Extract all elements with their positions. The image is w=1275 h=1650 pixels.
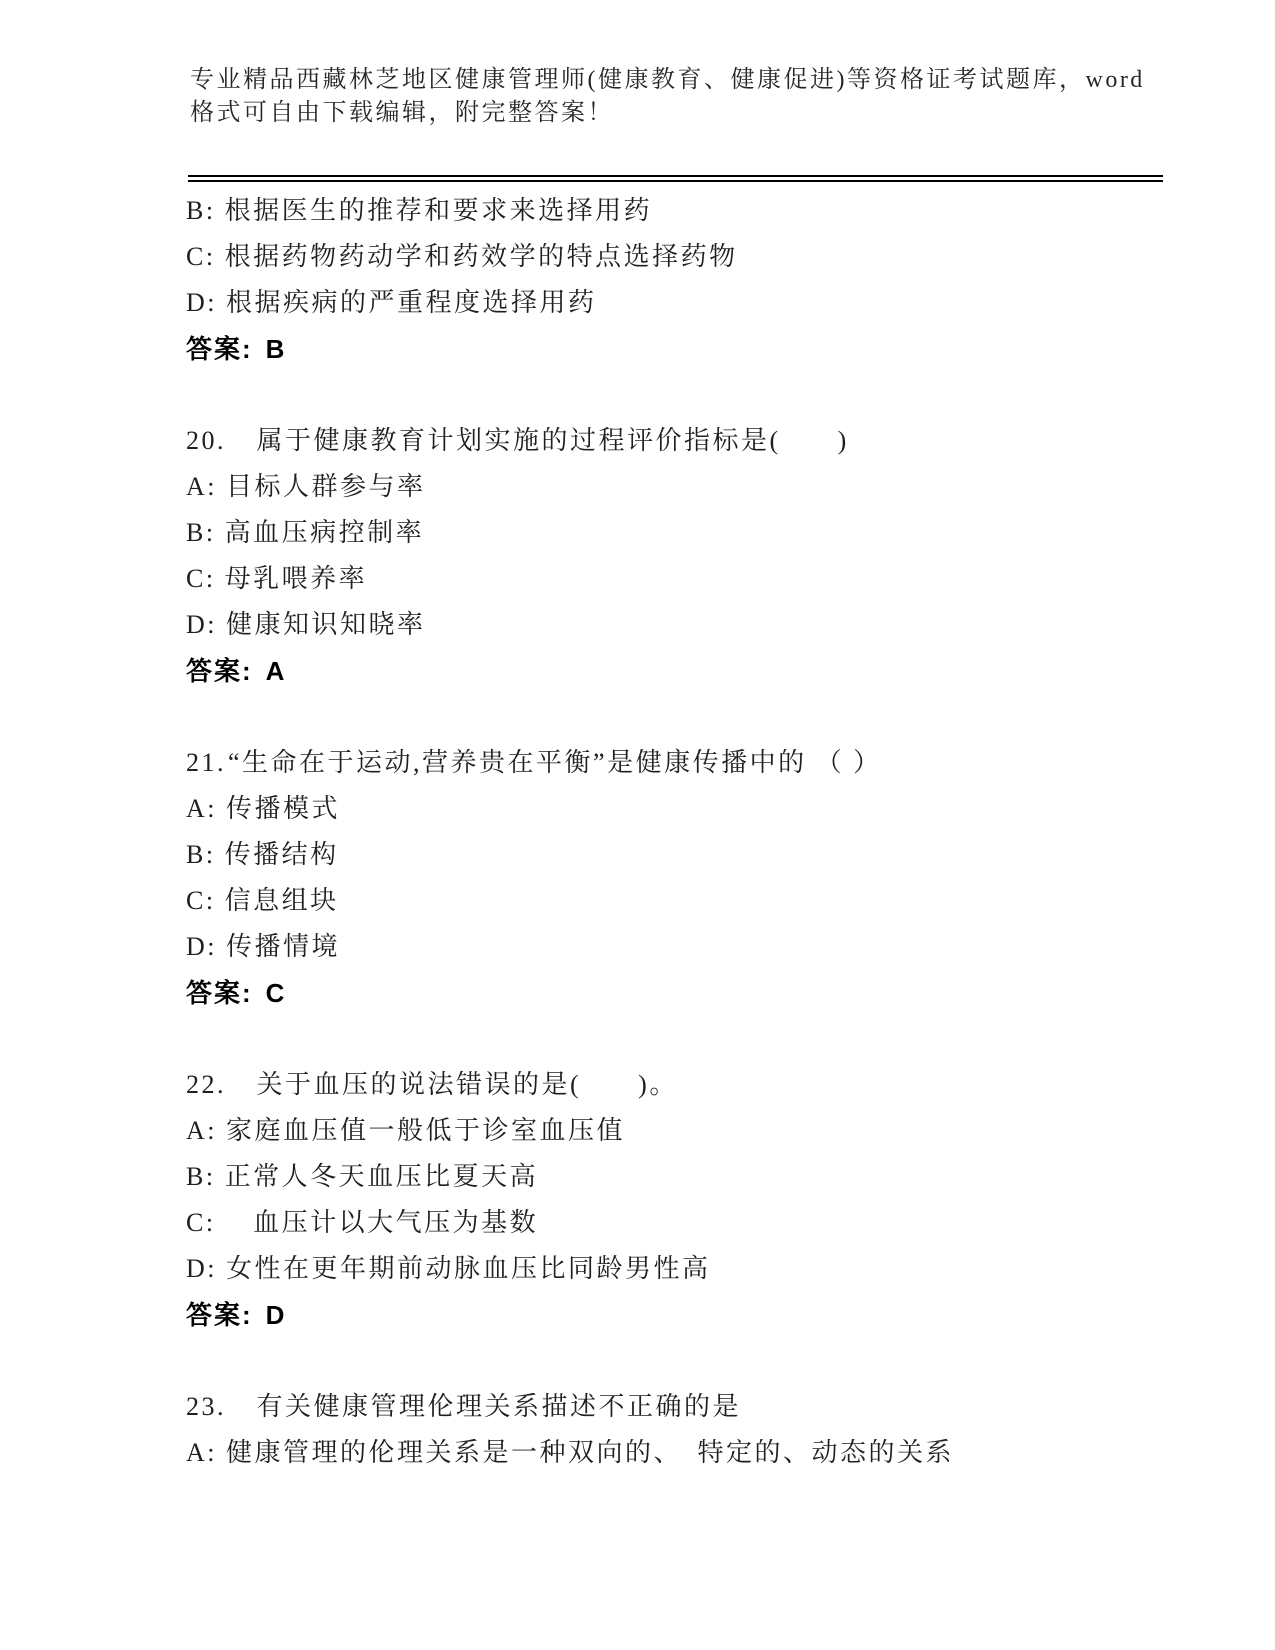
option-label: C: [186, 1208, 216, 1237]
option-line [186, 464, 1186, 510]
blank-line [186, 372, 1186, 418]
option-text: 根据医生的推荐和要求来选择用药 [224, 196, 653, 225]
option-line [186, 556, 1186, 602]
answer-line [186, 326, 1186, 372]
option-text: 传播结构 [224, 840, 339, 869]
option-label: D: [186, 288, 217, 317]
option-text: 健康知识知晓率 [226, 610, 426, 639]
question-stem-line [186, 1384, 1186, 1430]
option-text: 根据疾病的严重程度选择用药 [226, 288, 597, 317]
option-text: 目标人群参与率 [226, 472, 426, 501]
option-line [186, 924, 1186, 970]
question-number: 21. [186, 748, 226, 777]
answer-line [186, 1292, 1186, 1338]
option-text: 正常人冬天血压比夏天高 [224, 1162, 539, 1191]
question-stem-line [186, 740, 1186, 786]
answer-line [186, 970, 1186, 1016]
option-label: D: [186, 1254, 217, 1283]
header-divider-rule [188, 175, 1163, 182]
question-stem: “生命在于运动,营养贵在平衡”是健康传播中的 （ ） [228, 748, 882, 777]
question-number: 22. [186, 1070, 226, 1099]
option-text: 信息组块 [224, 886, 339, 915]
option-line [186, 234, 1186, 280]
option-text: 血压计以大气压为基数 [224, 1208, 539, 1237]
option-label: C: [186, 242, 216, 271]
answer-label: 答案: [186, 656, 253, 686]
option-line [186, 786, 1186, 832]
answer-value: D [265, 1300, 287, 1330]
question-stem: 关于血压的说法错误的是( )。 [228, 1070, 678, 1099]
answer-value: A [265, 656, 287, 686]
page-header-note [190, 64, 1145, 130]
option-text: 根据药物药动学和药效学的特点选择药物 [224, 242, 738, 271]
option-label: A: [186, 794, 217, 823]
question-number: 23. [186, 1392, 226, 1421]
option-label: C: [186, 564, 216, 593]
option-text: 高血压病控制率 [224, 518, 425, 547]
question-number: 20. [186, 426, 226, 455]
answer-label: 答案: [186, 334, 253, 364]
option-line [186, 1108, 1186, 1154]
option-label: D: [186, 932, 217, 961]
option-label: D: [186, 610, 217, 639]
option-text: 家庭血压值一般低于诊室血压值 [226, 1116, 626, 1145]
answer-line [186, 648, 1186, 694]
header-line-2: 格式可自由下载编辑，附完整答案！ [190, 100, 614, 126]
option-label: A: [186, 472, 217, 501]
answer-label: 答案: [186, 978, 253, 1008]
option-line [186, 1246, 1186, 1292]
option-line [186, 878, 1186, 924]
option-label: B: [186, 518, 216, 547]
option-text: 传播模式 [226, 794, 341, 823]
answer-value: B [265, 334, 287, 364]
option-line [186, 510, 1186, 556]
blank-line [186, 1016, 1186, 1062]
option-label: B: [186, 196, 216, 225]
option-line [186, 1154, 1186, 1200]
header-line-1: 专业精品西藏林芝地区健康管理师(健康教育、健康促进)等资格证考试题库，word [190, 67, 1145, 93]
question-stem-line [186, 418, 1186, 464]
option-line [186, 1430, 1186, 1476]
option-label: B: [186, 1162, 216, 1191]
option-label: A: [186, 1116, 217, 1145]
answer-value: C [265, 978, 287, 1008]
option-text: 健康管理的伦理关系是一种双向的、 特定的、动态的关系 [226, 1438, 955, 1467]
option-label: C: [186, 886, 216, 915]
blank-line [186, 1338, 1186, 1384]
option-line [186, 188, 1186, 234]
option-label: B: [186, 840, 216, 869]
option-line [186, 1200, 1186, 1246]
option-line [186, 602, 1186, 648]
question-stem: 有关健康管理伦理关系描述不正确的是 [228, 1392, 742, 1421]
document-body [186, 188, 1186, 1476]
option-text: 女性在更年期前动脉血压比同龄男性高 [226, 1254, 711, 1283]
blank-line [186, 694, 1186, 740]
option-line [186, 280, 1186, 326]
option-text: 母乳喂养率 [224, 564, 368, 593]
option-line [186, 832, 1186, 878]
question-stem: 属于健康教育计划实施的过程评价指标是( ) [228, 426, 849, 455]
option-label: A: [186, 1438, 217, 1467]
question-stem-line [186, 1062, 1186, 1108]
answer-label: 答案: [186, 1300, 253, 1330]
option-text: 传播情境 [226, 932, 341, 961]
